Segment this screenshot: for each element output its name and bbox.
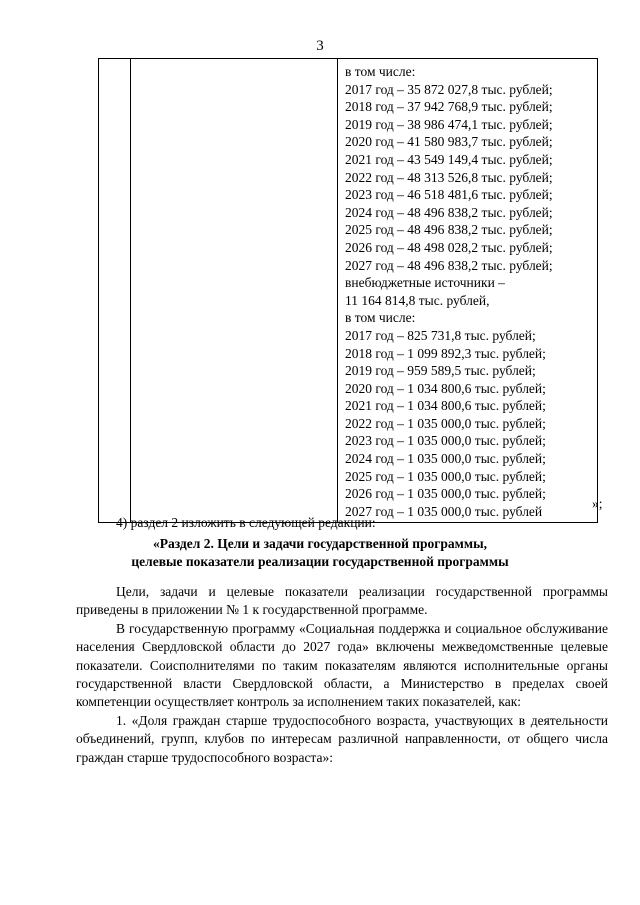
- funding-line: 2026 год – 1 035 000,0 тыс. рублей;: [345, 486, 546, 502]
- funding-line: 2021 год – 43 549 149,4 тыс. рублей;: [345, 151, 553, 167]
- funding-line: 2024 год – 1 035 000,0 тыс. рублей;: [345, 451, 546, 467]
- funding-line: 2022 год – 1 035 000,0 тыс. рублей;: [345, 415, 546, 431]
- paragraph-indicator-1: 1. «Доля граждан старше трудоспособного возраста, участвующих в деятельности объединений, групп, клубов по интересам различной направленности, от общего числа граждан старше трудоспособного возраста»:: [76, 712, 608, 765]
- funding-line: 2019 год – 959 589,5 тыс. рублей;: [345, 363, 536, 379]
- funding-line: в том числе:: [345, 310, 416, 326]
- funding-line: 2024 год – 48 496 838,2 тыс. рублей;: [345, 204, 553, 220]
- funding-line: внебюджетные источники –: [345, 275, 505, 291]
- funding-line: 2023 год – 46 518 481,6 тыс. рублей;: [345, 187, 553, 203]
- page-number: 3: [316, 38, 324, 54]
- funding-line: 2025 год – 1 035 000,0 тыс. рублей;: [345, 468, 546, 484]
- funding-line: 2019 год – 38 986 474,1 тыс. рублей;: [345, 116, 553, 132]
- paragraph-program-indicators: В государственную программу «Социальная поддержка и социальное обслуживание населения Свердловской области до 2027 года» включены межведомственные целевые показатели. Соисполнителями по таким показателям являются исполнительные органы государственной власти Свердловской области, а Министерство в пределах своей компетенции осуществляет контроль за исполнением таких показателей, как:: [76, 620, 608, 710]
- paragraph-goals: Цели, задачи и целевые показатели реализации государственной программы приведены в приложении № 1 к государственной программе.: [76, 584, 608, 618]
- funding-line: 11 164 814,8 тыс. рублей,: [345, 292, 490, 308]
- funding-line: 2017 год – 825 731,8 тыс. рублей;: [345, 327, 536, 343]
- funding-line: 2027 год – 48 496 838,2 тыс. рублей;: [345, 257, 553, 273]
- funding-line: 2018 год – 37 942 768,9 тыс. рублей;: [345, 99, 553, 115]
- section-heading-line-1: «Раздел 2. Цели и задачи государственной программы,: [153, 536, 487, 551]
- funding-line: 2022 год – 48 313 526,8 тыс. рублей;: [345, 169, 553, 185]
- funding-line: 2017 год – 35 872 027,8 тыс. рублей;: [345, 81, 553, 97]
- funding-table: [98, 58, 598, 523]
- table-cell-funding: [338, 59, 598, 523]
- funding-line: 2020 год – 41 580 983,7 тыс. рублей;: [345, 134, 553, 150]
- funding-line: 2027 год – 1 035 000,0 тыс. рублей: [345, 503, 543, 519]
- funding-line: в том числе:: [345, 64, 416, 79]
- funding-line: 2023 год – 1 035 000,0 тыс. рублей;: [345, 433, 546, 449]
- funding-line: 2020 год – 1 034 800,6 тыс. рублей;: [345, 380, 546, 396]
- funding-line: 2021 год – 1 034 800,6 тыс. рублей;: [345, 398, 546, 414]
- table-row: [99, 59, 598, 523]
- section-heading-line-2: целевые показатели реализации государственной программы: [131, 554, 509, 569]
- section-body: [76, 583, 608, 767]
- funding-line: 2018 год – 1 099 892,3 тыс. рублей;: [345, 345, 546, 361]
- funding-line: 2026 год – 48 498 028,2 тыс. рублей;: [345, 239, 553, 255]
- table-cell-number: [99, 59, 131, 523]
- amendment-item-4: 4) раздел 2 изложить в следующей редакции:: [116, 515, 376, 530]
- funding-line: 2025 год – 48 496 838,2 тыс. рублей;: [345, 222, 553, 238]
- table-cell-name: [131, 59, 338, 523]
- table-closing-quote: »;: [592, 496, 603, 511]
